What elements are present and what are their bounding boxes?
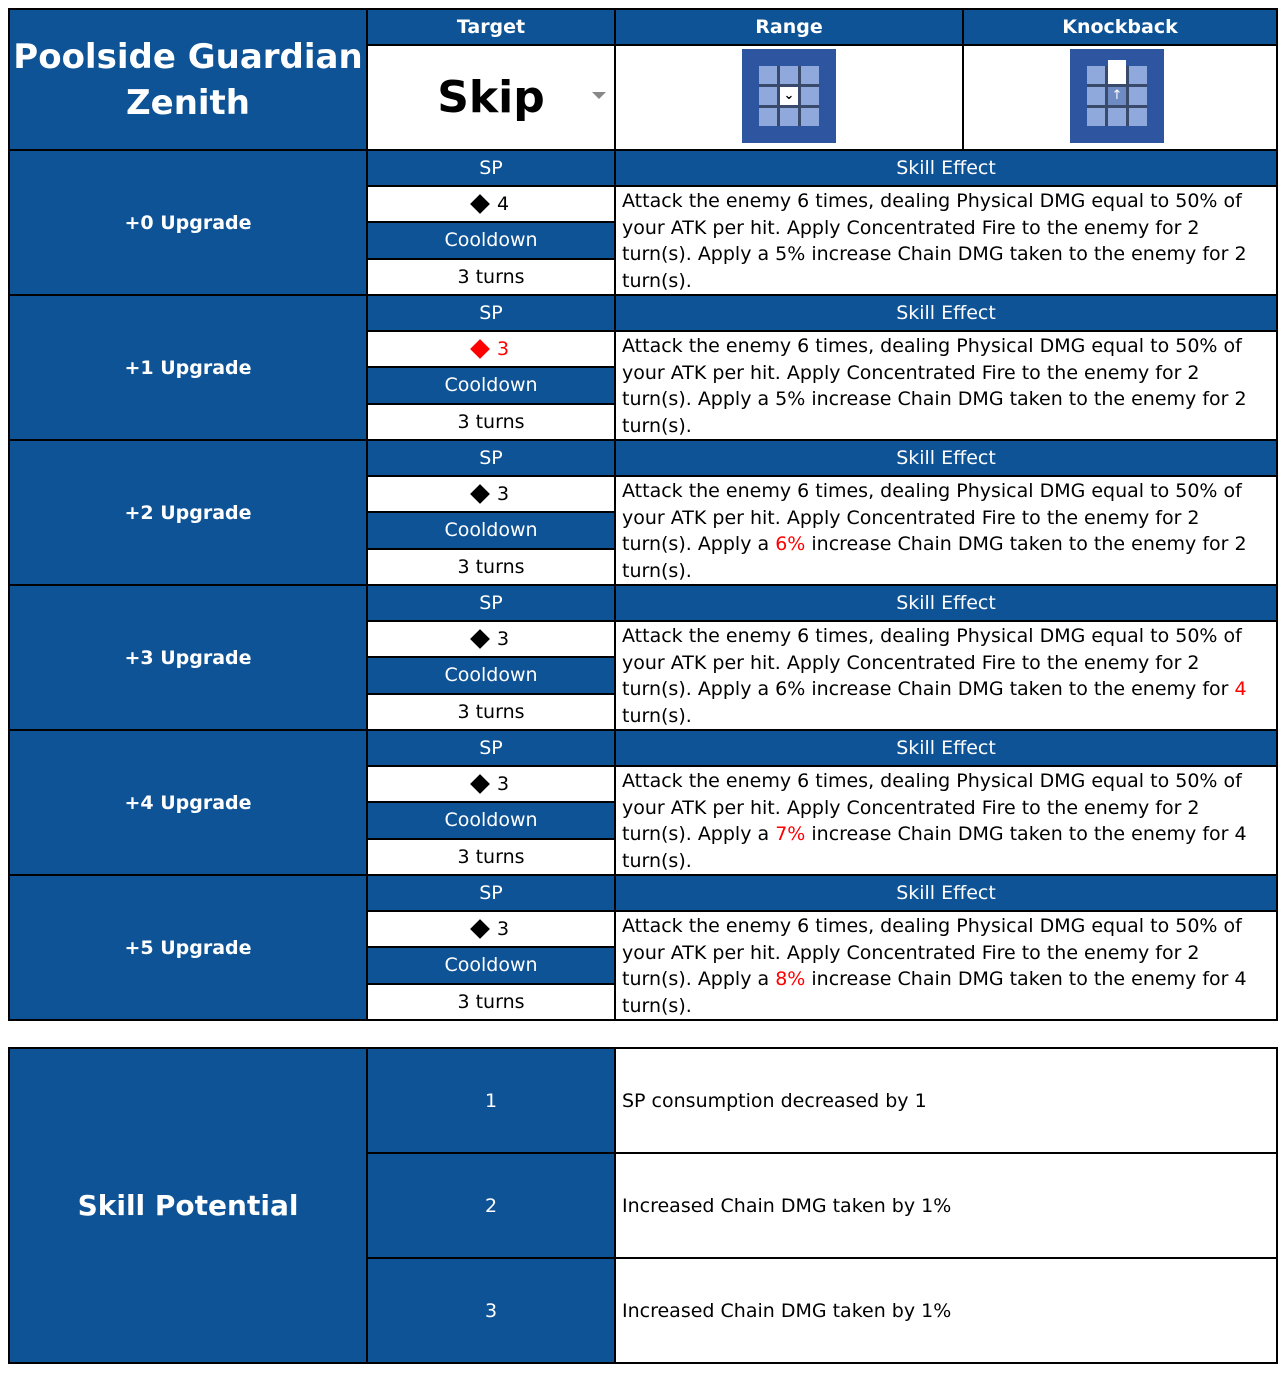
skill-effect-label: Skill Effect bbox=[615, 440, 1277, 476]
sp-label: SP bbox=[367, 150, 615, 186]
skill-effect-label: Skill Effect bbox=[615, 295, 1277, 331]
cooldown-value: 3 turns bbox=[367, 839, 615, 875]
diamond-icon bbox=[470, 194, 490, 214]
sp-number: 3 bbox=[496, 483, 510, 506]
effect-highlight: 6% bbox=[775, 533, 806, 555]
sp-value bbox=[367, 766, 615, 802]
upgrade-row bbox=[9, 730, 1277, 766]
upgrade-row bbox=[9, 585, 1277, 621]
potential-level: 3 bbox=[367, 1258, 615, 1363]
upgrade-label: +1 Upgrade bbox=[9, 295, 367, 440]
skill-potential-table bbox=[8, 1047, 1278, 1364]
upgrade-label: +3 Upgrade bbox=[9, 585, 367, 730]
sp-number: 3 bbox=[496, 628, 510, 651]
sp-label: SP bbox=[367, 730, 615, 766]
upgrade-row bbox=[9, 875, 1277, 911]
sp-label: SP bbox=[367, 295, 615, 331]
effect-text: increase Chain DMG taken to the enemy for 4 turn(s). bbox=[622, 968, 1247, 1017]
skill-table bbox=[8, 8, 1278, 1021]
effect-text: Attack the enemy 6 times, dealing Physical DMG equal to 50% of your ATK per hit. Apply Concentrated Fire to the enemy for 2 turn(s). Apply a bbox=[622, 480, 1242, 555]
chevron-down-icon bbox=[592, 92, 606, 99]
sp-label: SP bbox=[367, 585, 615, 621]
sp-value bbox=[367, 476, 615, 512]
effect-text: increase Chain DMG taken to the enemy for 2 turn(s). bbox=[622, 533, 1247, 582]
potential-level: 1 bbox=[367, 1048, 615, 1153]
cooldown-value: 3 turns bbox=[367, 549, 615, 585]
cooldown-label: Cooldown bbox=[367, 657, 615, 693]
sp-value bbox=[367, 621, 615, 657]
upgrade-row bbox=[9, 150, 1277, 186]
effect-highlight: 8% bbox=[775, 968, 806, 990]
diamond-icon bbox=[470, 484, 490, 504]
potential-level: 2 bbox=[367, 1153, 615, 1258]
effect-text: Attack the enemy 6 times, dealing Physical DMG equal to 50% of your ATK per hit. Apply Concentrated Fire to the enemy for 2 turn(s). Apply a bbox=[622, 915, 1242, 990]
cooldown-value: 3 turns bbox=[367, 404, 615, 440]
effect-text: Attack the enemy 6 times, dealing Physical DMG equal to 50% of your ATK per hit. Apply Concentrated Fire to the enemy for 2 turn(s). Apply a 5% increase Chain DMG taken to the enemy for 2 turn(s). bbox=[622, 190, 1247, 292]
skill-effect-text bbox=[615, 911, 1277, 1020]
sp-label: SP bbox=[367, 875, 615, 911]
target-dropdown[interactable] bbox=[367, 45, 615, 150]
skill-effect-text bbox=[615, 476, 1277, 585]
sp-number: 4 bbox=[496, 193, 510, 216]
range-header: Range bbox=[615, 9, 963, 45]
sp-number: 3 bbox=[496, 338, 510, 361]
diamond-icon bbox=[470, 774, 490, 794]
cooldown-label: Cooldown bbox=[367, 222, 615, 258]
sp-value bbox=[367, 911, 615, 947]
diamond-icon bbox=[470, 919, 490, 939]
skill-effect-label: Skill Effect bbox=[615, 585, 1277, 621]
skill-effect-text bbox=[615, 186, 1277, 295]
effect-text: turn(s). bbox=[622, 704, 692, 727]
target-header: Target bbox=[367, 9, 615, 45]
potential-description: Increased Chain DMG taken by 1% bbox=[615, 1258, 1277, 1363]
range-grid-icon: ⌄ bbox=[742, 49, 836, 143]
sp-label: SP bbox=[367, 440, 615, 476]
skill-potential-title: Skill Potential bbox=[9, 1048, 367, 1363]
target-value: Skip bbox=[437, 72, 545, 123]
cooldown-value: 3 turns bbox=[367, 984, 615, 1020]
cooldown-label: Cooldown bbox=[367, 512, 615, 548]
upgrade-label: +2 Upgrade bbox=[9, 440, 367, 585]
upgrade-row bbox=[9, 440, 1277, 476]
upgrade-label: +5 Upgrade bbox=[9, 875, 367, 1020]
effect-text: Attack the enemy 6 times, dealing Physical DMG equal to 50% of your ATK per hit. Apply Concentrated Fire to the enemy for 2 turn(s). Apply a bbox=[622, 770, 1242, 845]
skill-effect-text bbox=[615, 766, 1277, 875]
effect-highlight: 7% bbox=[775, 823, 806, 845]
potential-description: SP consumption decreased by 1 bbox=[615, 1048, 1277, 1153]
diamond-icon bbox=[470, 339, 490, 359]
skill-effect-text bbox=[615, 331, 1277, 440]
upgrade-label: +4 Upgrade bbox=[9, 730, 367, 875]
effect-text: Attack the enemy 6 times, dealing Physical DMG equal to 50% of your ATK per hit. Apply Concentrated Fire to the enemy for 2 turn(s). Apply a 5% increase Chain DMG taken to the enemy for 2 turn(s). bbox=[622, 335, 1247, 437]
knockback-header: Knockback bbox=[963, 9, 1277, 45]
potential-description: Increased Chain DMG taken by 1% bbox=[615, 1153, 1277, 1258]
potential-row bbox=[9, 1048, 1277, 1153]
effect-text: Attack the enemy 6 times, dealing Physical DMG equal to 50% of your ATK per hit. Apply Concentrated Fire to the enemy for 2 turn(s). Apply a 6% increase Chain DMG taken to the enemy for bbox=[622, 625, 1242, 700]
character-title: Poolside Guardian Zenith bbox=[9, 9, 367, 150]
cooldown-label: Cooldown bbox=[367, 947, 615, 983]
skill-effect-label: Skill Effect bbox=[615, 730, 1277, 766]
sp-number: 3 bbox=[496, 773, 510, 796]
skill-effect-label: Skill Effect bbox=[615, 875, 1277, 911]
cooldown-label: Cooldown bbox=[367, 802, 615, 838]
diamond-icon bbox=[470, 629, 490, 649]
upgrade-label: +0 Upgrade bbox=[9, 150, 367, 295]
effect-highlight: 4 bbox=[1234, 678, 1247, 700]
cooldown-label: Cooldown bbox=[367, 367, 615, 403]
skill-effect-text bbox=[615, 621, 1277, 730]
upgrade-row bbox=[9, 295, 1277, 331]
effect-text: increase Chain DMG taken to the enemy for 4 turn(s). bbox=[622, 823, 1247, 872]
sp-number: 3 bbox=[496, 918, 510, 941]
sp-value bbox=[367, 186, 615, 222]
knockback-up-icon: ↑ bbox=[1070, 49, 1164, 143]
skill-effect-label: Skill Effect bbox=[615, 150, 1277, 186]
sp-value bbox=[367, 331, 615, 367]
cooldown-value: 3 turns bbox=[367, 259, 615, 295]
cooldown-value: 3 turns bbox=[367, 694, 615, 730]
